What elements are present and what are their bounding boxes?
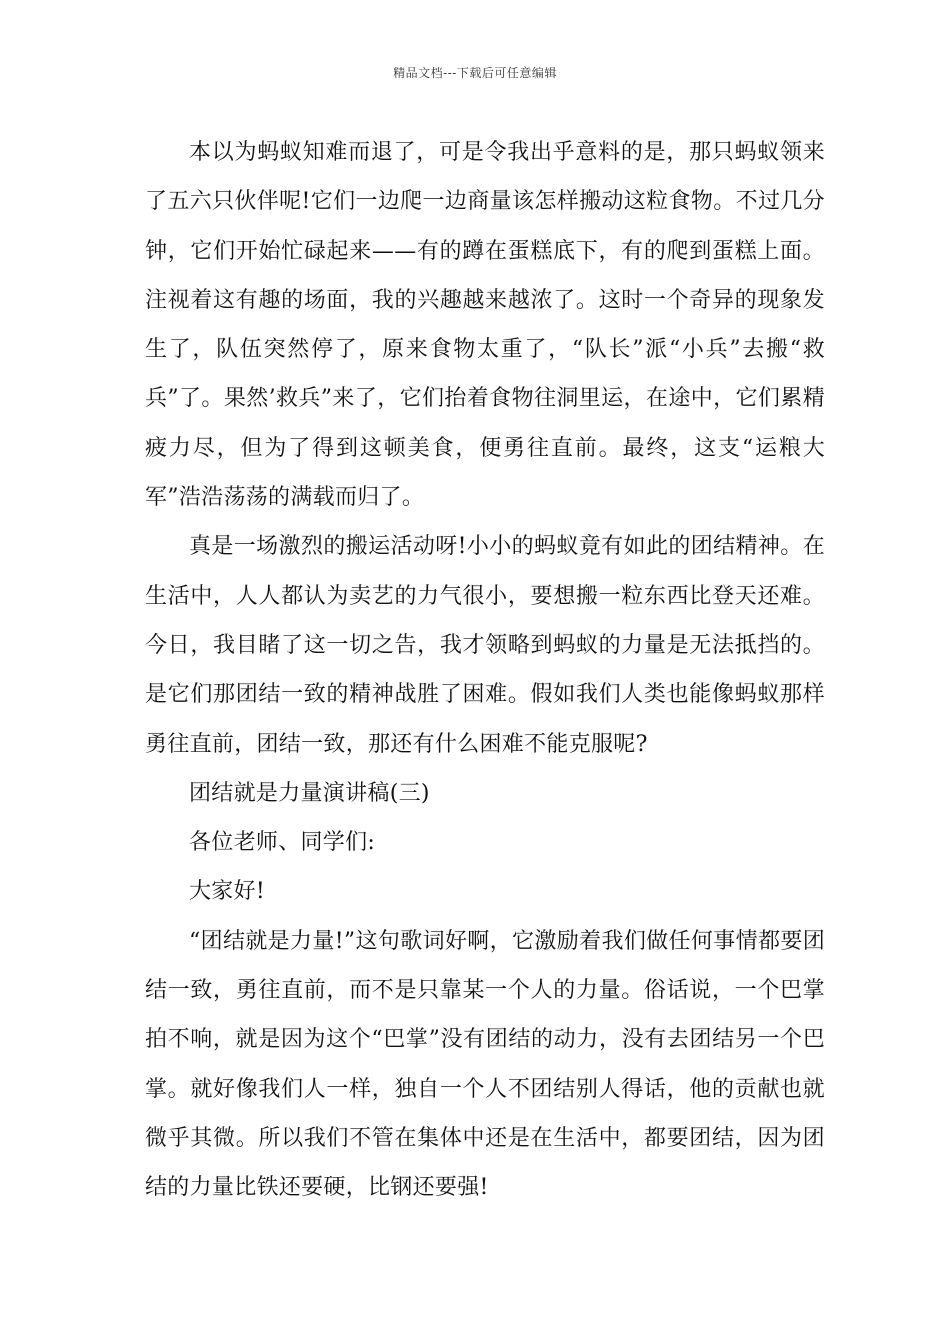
salutation: 各位老师、同学们: xyxy=(189,830,376,856)
paragraph-unity-is-strength: “团结就是力量!”这句歌词好啊，它激励着我们做任何事情都要团结一致，勇往直前，而不是只靠某一个人的力量。俗话说，一个巴掌拍不响，就是因为这个“巴掌”没有团结的动力，没有去团结另一个巴掌。就好像我们人一样，独自一个人不团结别人得话，他的贡献也就微乎其微。所以我们不管在集体中还是在生活中，都要团结，因为团结的力量比铁还要硬，比钢还要强! xyxy=(145,928,825,1201)
paragraph-ant-team-arrives: 本以为蚂蚁知难而退了，可是令我出乎意料的是，那只蚂蚁领来了五六只伙伴呢!它们一边爬一边商量该怎样搬动这粒食物。不过几分钟，它们开始忙碌起来——有的蹲在蛋糕底下，有的爬到蛋糕上面。注视着这有趣的场面，我的兴趣越来越浓了。这时一个奇异的现象发生了，队伍突然停了，原来食物太重了，“队长”派“小兵”去搬“救兵”了。果然’救兵”来了，它们抬着食物往洞里运，在途中，它们累精疲力尽，但为了得到这顿美食，便勇往直前。最终，这支“运粮大军”浩浩荡荡的满载而归了。 xyxy=(145,140,825,511)
speech-title: 团结就是力量演讲稿(三) xyxy=(189,780,430,806)
paragraph-ant-team-spirit: 真是一场激烈的搬运活动呀!小小的蚂蚁竟有如此的团结精神。在生活中，人人都认为卖艺的力气很小，要想搬一粒东西比登天还难。今日，我目睹了这一切之告，我才领略到蚂蚁的力量是无法抵挡的。是它们那团结一致的精神战胜了困难。假如我们人类也能像蚂蚁那样勇往直前，团结一致，那还有什么困难不能克服呢? xyxy=(145,534,825,757)
greeting: 大家好! xyxy=(189,879,266,905)
document-body xyxy=(145,128,825,1213)
page-header: 精品文档---下载后可任意编辑 xyxy=(393,66,557,80)
